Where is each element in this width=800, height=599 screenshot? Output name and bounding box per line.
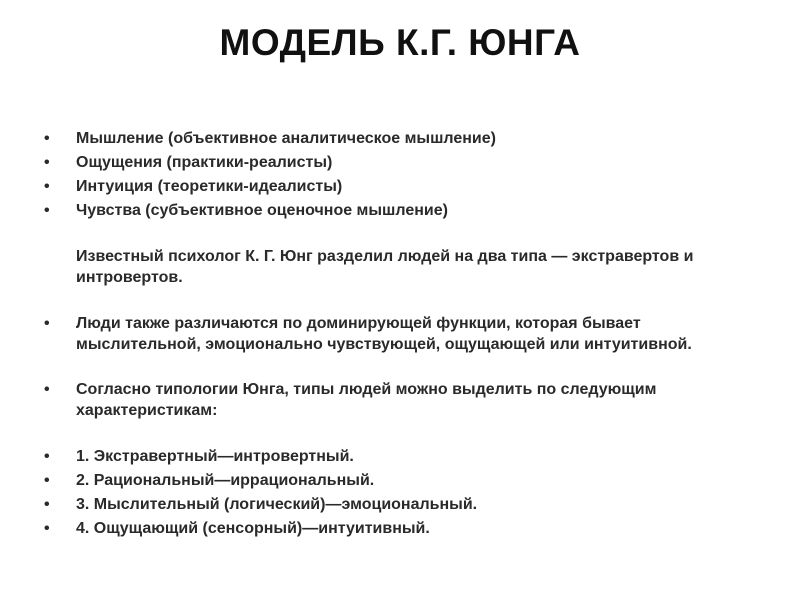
- list-item: [44, 518, 764, 539]
- list-item: [44, 176, 764, 197]
- points-list: [44, 313, 764, 355]
- point-text: Люди также различаются по доминирующей функции, которая бывает мыслительной, эмоционально чувствующей, ощущающей или интуитивной.: [76, 315, 692, 353]
- bullet-icon: •: [44, 520, 50, 537]
- characteristic-text: 1. Экстравертный—интровертный.: [76, 448, 354, 465]
- function-text: Мышление (объективное аналитическое мышление): [76, 130, 496, 147]
- bullet-icon: •: [44, 154, 50, 171]
- list-item: [44, 152, 764, 173]
- list-item: [44, 128, 764, 149]
- bullet-icon: •: [44, 178, 50, 195]
- function-text: Интуиция (теоретики-идеалисты): [76, 178, 343, 195]
- characteristic-text: 4. Ощущающий (сенсорный)—интуитивный.: [76, 520, 430, 537]
- characteristic-text: 3. Мыслительный (логический)—эмоциональный.: [76, 496, 478, 513]
- intro-paragraph: Известный психолог К. Г. Юнг разделил людей на два типа — экстравертов и интровертов.: [76, 248, 694, 286]
- functions-list: [44, 128, 764, 221]
- bullet-icon: •: [44, 202, 50, 219]
- list-item: [44, 200, 764, 221]
- bullet-icon: •: [44, 315, 50, 332]
- list-item: [44, 470, 764, 491]
- bullet-icon: •: [44, 448, 50, 465]
- bullet-icon: •: [44, 381, 50, 398]
- bullet-icon: •: [44, 130, 50, 147]
- list-item: [44, 494, 764, 515]
- function-text: Чувства (субъективное оценочное мышление): [76, 202, 448, 219]
- slide-content: [44, 128, 764, 542]
- list-item: [44, 379, 764, 421]
- points-list-2: [44, 379, 764, 421]
- slide-title: МОДЕЛЬ К.Г. ЮНГА: [219, 22, 581, 63]
- bullet-icon: •: [44, 472, 50, 489]
- bullet-icon: •: [44, 496, 50, 513]
- list-item: [44, 313, 764, 355]
- characteristics-list: [44, 446, 764, 539]
- point-text: Согласно типологии Юнга, типы людей можно выделить по следующим характеристикам:: [76, 381, 657, 419]
- list-item: [44, 446, 764, 467]
- function-text: Ощущения (практики-реалисты): [76, 154, 333, 171]
- characteristic-text: 2. Рациональный—иррациональный.: [76, 472, 375, 489]
